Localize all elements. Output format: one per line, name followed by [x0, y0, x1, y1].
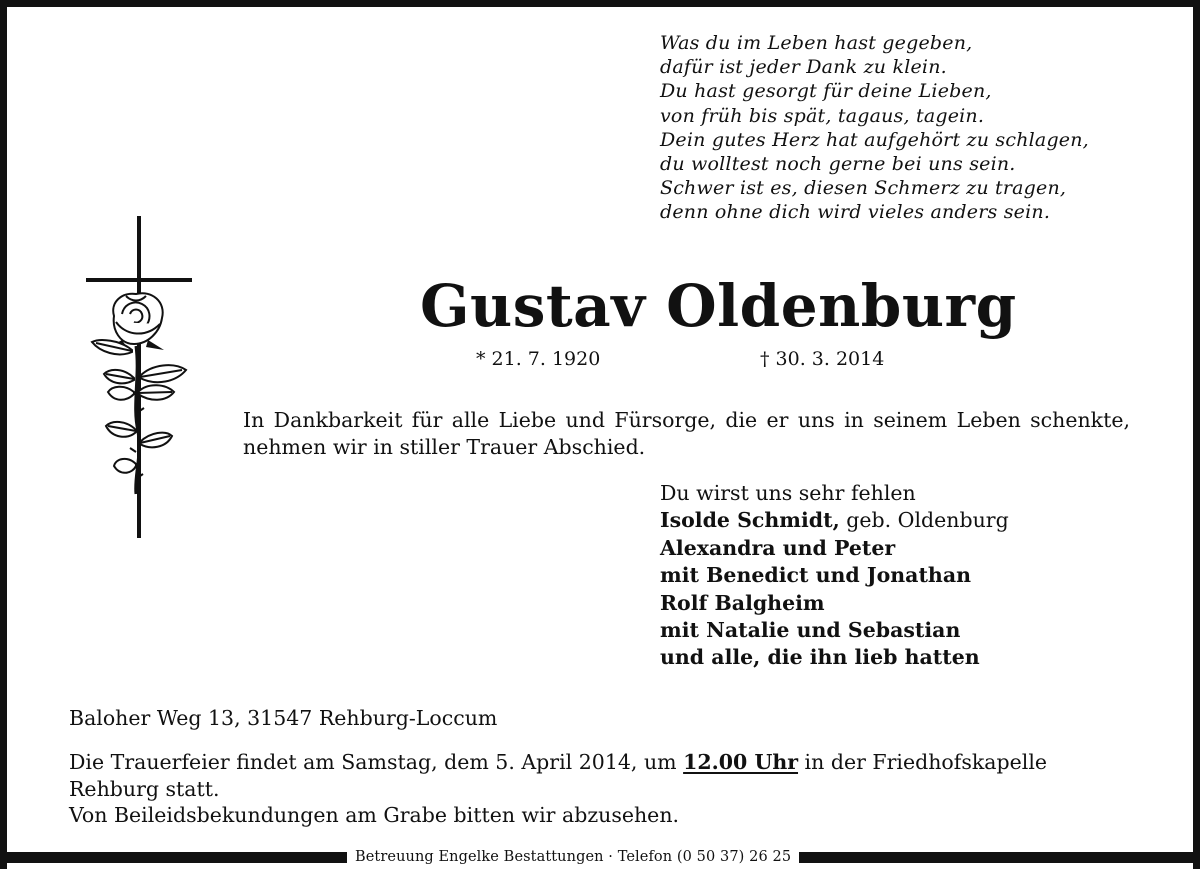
poem-line: Dein gutes Herz hat aufgehört zu schlagen,: [660, 128, 1089, 151]
service-text-after: in der Friedhofskapelle Rehburg statt.: [69, 750, 1048, 801]
footer-undertaker: Betreuung Engelke Bestattungen · Telefon (0 50 37) 26 25: [347, 848, 799, 867]
service-text-before: Die Trauerfeier findet am Samstag, dem 5. April 2014, um: [69, 750, 684, 774]
poem: [660, 31, 1160, 225]
family-member-maiden-name: geb. Oldenburg: [839, 508, 1009, 533]
family-line-first: [660, 507, 1160, 534]
family-member: Alexandra und Peter: [660, 535, 896, 560]
poem-line: du wolltest noch gerne bei uns sein.: [660, 153, 1016, 176]
family-intro: Du wirst uns sehr fehlen: [660, 481, 916, 505]
death-date: † 30. 3. 2014: [760, 348, 885, 370]
family-signatures: [660, 480, 1160, 672]
poem-line: denn ohne dich wird vieles anders sein.: [660, 201, 1051, 224]
service-line: [69, 749, 1134, 802]
poem-line: Du hast gesorgt für deine Lieben,: [660, 80, 992, 103]
family-member: mit Natalie und Sebastian: [660, 618, 961, 643]
family-member: mit Benedict und Jonathan: [660, 563, 972, 588]
poem-line: Schwer ist es, diesen Schmerz zu tragen,: [660, 177, 1067, 200]
poem-line: dafür ist jeder Dank zu klein.: [660, 56, 947, 79]
cross-with-rose-icon: [86, 216, 194, 540]
poem-line: von früh bis spät, tagaus, tagein.: [660, 104, 985, 127]
family-member: Rolf Balgheim: [660, 590, 825, 615]
condolence-note: Von Beileidsbekundungen am Grabe bitten wir abzusehen.: [69, 803, 680, 827]
mourner-address: Baloher Weg 13, 31547 Rehburg-Loccum: [69, 706, 498, 730]
deceased-name: Gustav Oldenburg: [420, 272, 1017, 340]
service-time: 12.00 Uhr: [683, 750, 799, 774]
funeral-service-info: [69, 749, 1134, 829]
family-member: und alle, die ihn lieb hatten: [660, 645, 980, 670]
family-member-name: Isolde Schmidt,: [660, 508, 840, 533]
poem-line: Was du im Leben hast gegeben,: [660, 32, 973, 54]
birth-date: * 21. 7. 1920: [476, 348, 601, 370]
gratitude-text: In Dankbarkeit für alle Liebe und Fürsorge, die er uns in seinem Leben schenkte, nehmen wir in stiller Trauer Abschied.: [243, 408, 1130, 459]
